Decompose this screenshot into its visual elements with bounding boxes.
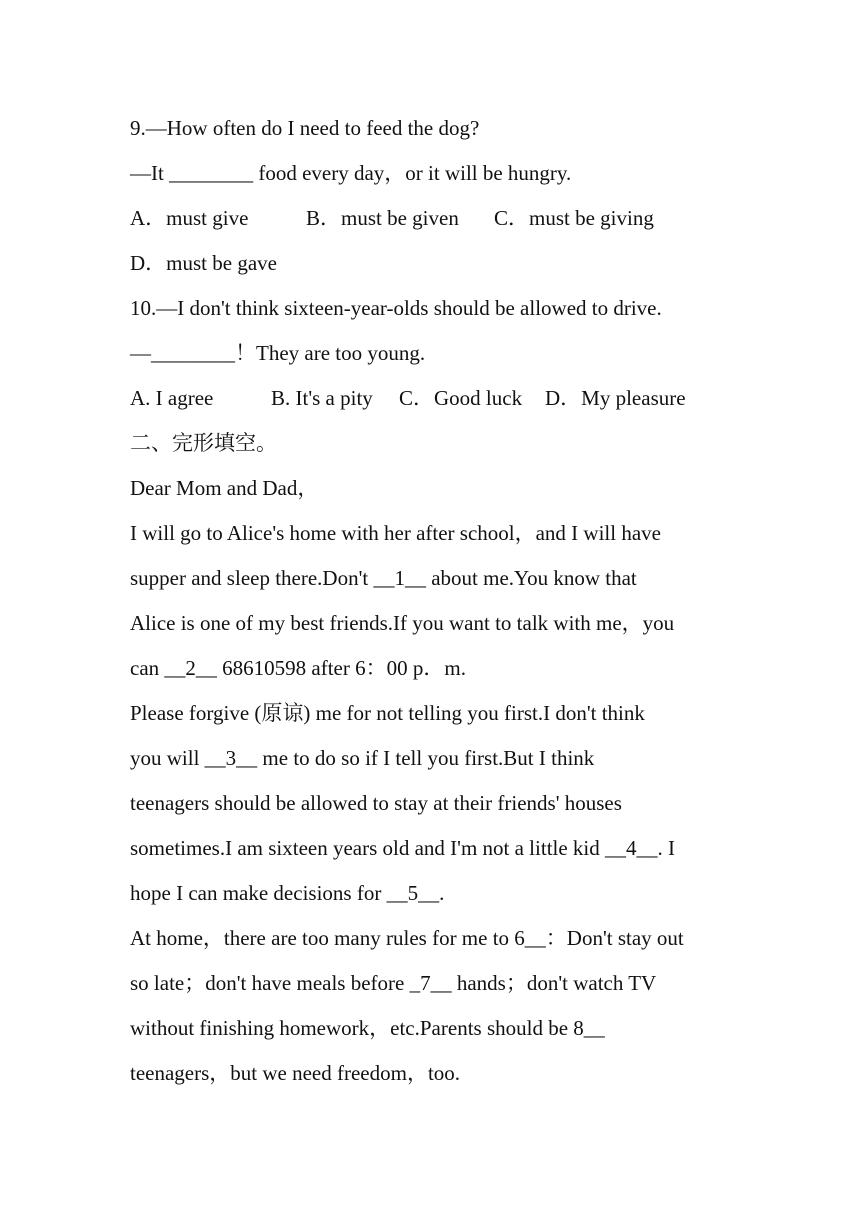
q10-answer-line: —________！They are too young. [130,341,426,365]
passage-line: Alice is one of my best friends.If you want to talk with me，you [130,611,675,635]
letter-greeting: Dear Mom and Dad， [130,476,319,500]
q10-option-c: C．Good luck [399,386,523,410]
passage-line: can __2__ 68610598 after 6：00 p．m. [130,656,466,680]
q9-option-a: A．must give [130,206,249,230]
passage-line: without finishing homework，etc.Parents should be 8__ [130,1016,605,1040]
q10-options-row [130,380,750,425]
q9-options-row [130,200,750,245]
passage-line: hope I can make decisions for __5__. [130,881,445,905]
passage-line: At home，there are too many rules for me to 6__：Don't stay out [130,926,684,950]
passage-line: supper and sleep there.Don't __1__ about me.You know that [130,566,637,590]
passage-line: sometimes.I am sixteen years old and I'm not a little kid __4__. I [130,836,676,860]
q10-option-a: A. I agree [130,386,214,410]
q9-question: 9.—How often do I need to feed the dog? [130,116,480,140]
passage-line: Please forgive (原谅) me for not telling you first.I don't think [130,701,645,725]
q9-option-b: B．must be given [306,206,459,230]
q9-option-c: C．must be giving [494,206,654,230]
passage-line: I will go to Alice's home with her after school，and I will have [130,521,661,545]
q9-option-d: D．must be gave [130,251,277,275]
passage-line: so late；don't have meals before _7__ hands；don't watch TV [130,971,657,995]
q10-option-b: B. It's a pity [271,386,373,410]
passage-line: you will __3__ me to do so if I tell you first.But I think [130,746,595,770]
document-content [130,110,750,1100]
section-heading: 二、完形填空。 [130,431,277,455]
q10-question: 10.—I don't think sixteen-year-olds should be allowed to drive. [130,296,662,320]
passage-line: teenagers，but we need freedom，too. [130,1061,461,1085]
passage-line: teenagers should be allowed to stay at their friends' houses [130,791,622,815]
q10-option-d: D．My pleasure [545,386,686,410]
q9-answer-line: —It ________ food every day，or it will be hungry. [130,161,572,185]
